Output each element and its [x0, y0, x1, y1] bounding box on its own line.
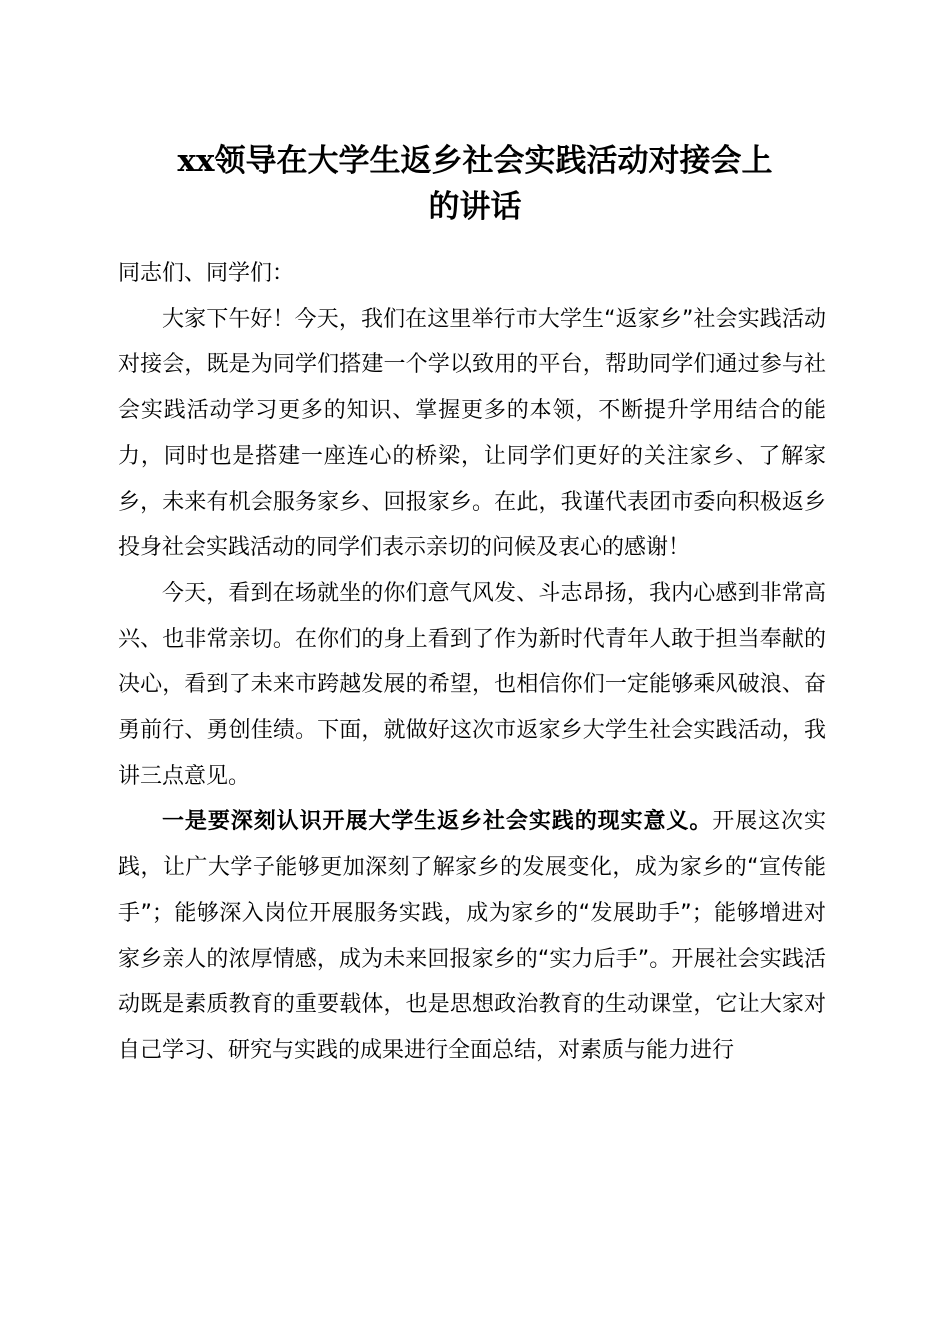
paragraph-text: 大家下午好！今天，我们在这里举行市大学生“返家乡”社会实践活动对接会，既是为同学们搭建一个学以致用的平台，帮助同学们通过参与社会实践活动学习更多的知识、掌握更多的本领，不断提升学用结合的能力，同时也是搭建一座连心的桥梁，让同学们更好的关注家乡、了解家乡，未来有机会服务家乡、回报家乡。在此，我谨代表团市委向积极返乡投身社会实践活动的同学们表示亲切的问候及衷心的感谢！ [118, 306, 826, 561]
paragraph-greeting [118, 297, 826, 571]
salutation: 同志们、同学们： [118, 261, 295, 286]
paragraph-introduction [118, 571, 826, 800]
document-body [118, 251, 826, 1074]
paragraph-text: 今天，看到在场就坐的你们意气风发、斗志昂扬，我内心感到非常高兴、也非常亲切。在你们的身上看到了作为新时代青年人敢于担当奉献的决心，看到了未来市跨越发展的希望，也相信你们一定能够乘风破浪、奋勇前行、勇创佳绩。下面，就做好这次市返家乡大学生社会实践活动，我讲三点意见。 [118, 580, 826, 789]
paragraph-point-one [118, 799, 826, 1073]
document-title-line-1: xx领导在大学生返乡社会实践活动对接会上 [177, 143, 773, 179]
paragraph-text: 开展这次实践，让广大学子能够更加深刻了解家乡的发展变化，成为家乡的“宣传能手”；能够深入岗位开展服务实践，成为家乡的“发展助手”；能够增进对家乡亲人的浓厚情感，成为未来回报家乡的“实力后手”。开展社会实践活动既是素质教育的重要载体，也是思想政治教育的生动课堂，它让大家对自己学习、研究与实践的成果进行全面总结，对素质与能力进行 [118, 809, 826, 1063]
document-title-line-2: 的讲话 [428, 189, 522, 225]
paragraph-lead: 一是要深刻认识开展大学生返乡社会实践的现实意义。 [162, 809, 713, 835]
